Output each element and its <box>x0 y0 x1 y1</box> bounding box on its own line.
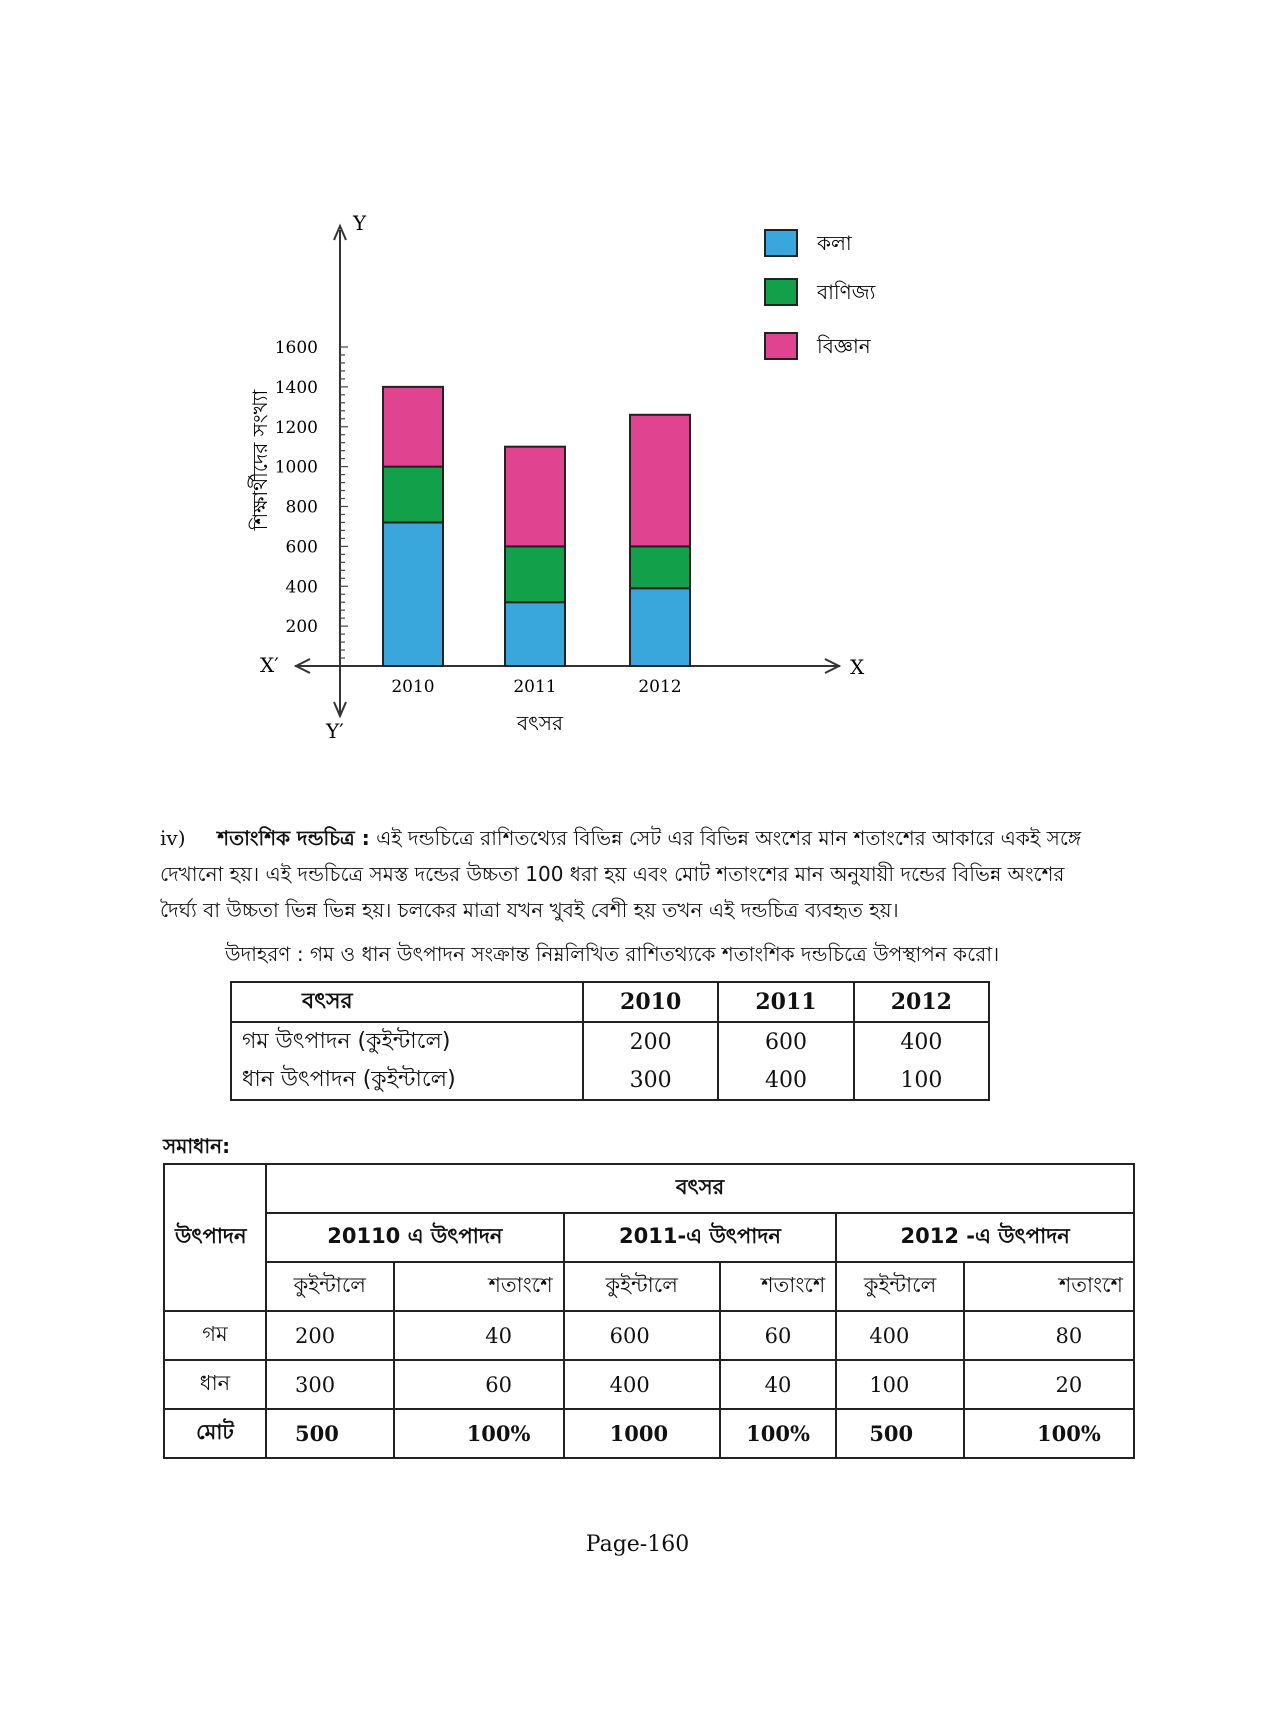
table-header-row <box>164 1213 1134 1262</box>
y-tick-label: 1400 <box>274 377 318 398</box>
bar-segment-2011-2 <box>505 546 565 602</box>
header-cell: 2010 <box>583 982 718 1022</box>
table-cell: 100% <box>964 1409 1134 1458</box>
table-cell: 100 <box>854 1061 989 1100</box>
table-row <box>164 1360 1134 1409</box>
section-line1: এই দন্ডচিত্রে রাশিতথ্যের বিভিন্ন সেট এর বিভিন্ন অংশের মান শতাংশের আকারে একই সঙ্গে <box>376 826 1082 850</box>
stacked-bar-chart <box>240 210 940 810</box>
section-paragraph <box>160 820 1160 928</box>
header-cell: কুইন্টালে <box>564 1262 720 1311</box>
row-label: গম <box>164 1311 266 1360</box>
bar-segment-2011-3 <box>505 447 565 547</box>
y-tick-label: 600 <box>285 537 318 558</box>
header-cell: কুইন্টালে <box>266 1262 394 1311</box>
table-cell: 40 <box>720 1360 837 1409</box>
section-number: iv) <box>160 826 186 850</box>
table-cell: 80 <box>964 1311 1134 1360</box>
legend-label: বাণিজ্য <box>817 280 876 304</box>
bar-segment-2012-3 <box>630 415 690 547</box>
table-cell: 400 <box>564 1360 720 1409</box>
x-tick-label: 2012 <box>638 677 682 697</box>
table-cell: 100% <box>394 1409 564 1458</box>
table-header-row <box>231 982 989 1022</box>
chart-legend <box>765 230 877 359</box>
table-cell: 300 <box>266 1360 394 1409</box>
x-axis-title: বৎসর <box>516 711 564 735</box>
legend-swatch <box>765 230 797 256</box>
row-label: মোট <box>164 1409 266 1458</box>
header-cell: বৎসর <box>231 982 583 1022</box>
y-tick-label: 200 <box>285 617 318 638</box>
bar-segment-2012-1 <box>630 588 690 666</box>
legend-swatch <box>765 333 797 359</box>
table-cell: 500 <box>266 1409 394 1458</box>
chart-y-ticks <box>275 338 348 658</box>
bar-segment-2011-1 <box>505 602 565 666</box>
header-cell: শতাংশে <box>394 1262 564 1311</box>
table-cell: 500 <box>836 1409 964 1458</box>
header-cell: 20110 এ উৎপাদন <box>266 1213 564 1262</box>
table-cell: 400 <box>854 1022 989 1061</box>
table-row <box>231 1061 989 1100</box>
table-cell: 20 <box>964 1360 1134 1409</box>
table-row <box>164 1311 1134 1360</box>
table-cell: ধান উৎপাদন (কুইন্টালে) <box>231 1061 583 1100</box>
table-cell: 600 <box>718 1022 853 1061</box>
table-cell: 200 <box>583 1022 718 1061</box>
solution-table <box>163 1163 1135 1459</box>
header-cell: 2011-এ উৎপাদন <box>564 1213 837 1262</box>
header-cell: 2012 <box>854 982 989 1022</box>
y-tick-label: 1000 <box>274 457 318 478</box>
table-header-row <box>164 1262 1134 1311</box>
axis-label-x-left: X′ <box>260 653 279 677</box>
bar-segment-2010-1 <box>383 522 443 666</box>
table-cell: 400 <box>718 1061 853 1100</box>
header-cell: শতাংশে <box>720 1262 837 1311</box>
header-cell: 2012 -এ উৎপাদন <box>836 1213 1134 1262</box>
table-cell: 60 <box>394 1360 564 1409</box>
x-tick-label: 2010 <box>391 677 435 697</box>
y-tick-label: 400 <box>285 577 318 598</box>
bar-segment-2012-2 <box>630 546 690 588</box>
header-cell: কুইন্টালে <box>836 1262 964 1311</box>
solution-label: সমাধান: <box>163 1134 231 1158</box>
header-cell: বৎসর <box>266 1164 1134 1213</box>
section-title: শতাংশিক দন্ডচিত্র : <box>217 826 370 850</box>
row-label: ধান <box>164 1360 266 1409</box>
axis-label-y-bottom: Y′ <box>326 719 344 743</box>
table-cell: 400 <box>836 1311 964 1360</box>
section-line3: দৈর্ঘ্য বা উচ্চতা ভিন্ন ভিন্ন হয়। চলকের মাত্রা যখন খুবই বেশী হয় তখন এই দন্ডচিত্র ব্যবহৃত হয়। <box>160 898 899 922</box>
bar-segment-2010-2 <box>383 467 443 523</box>
y-tick-label: 1600 <box>274 338 318 358</box>
table-cell: 300 <box>583 1061 718 1100</box>
table-total-row <box>164 1409 1134 1458</box>
example-text: উদাহরণ : গম ও ধান উৎপাদন সংক্রান্ত নিম্নলিখিত রাশিতথ্যকে শতাংশিক দন্ডচিত্রে উপস্থাপন করো। <box>225 942 1000 966</box>
table-cell: 100 <box>836 1360 964 1409</box>
table-row <box>231 1022 989 1061</box>
table-cell: 100% <box>720 1409 837 1458</box>
legend-label: কলা <box>817 231 852 255</box>
legend-swatch <box>765 279 797 305</box>
x-tick-label: 2011 <box>513 677 557 697</box>
table-cell: 200 <box>266 1311 394 1360</box>
paragraph-line-1 <box>160 820 1160 856</box>
y-axis-title: শিক্ষার্থীদের সংখ্যা <box>248 389 272 531</box>
section-line2: দেখানো হয়। এই দন্ডচিত্রে সমস্ত দন্ডের উচ্চতা 100 ধরা হয় এবং মোট শতাংশের মান অনুযায়ী দন্ডের বিভিন্ন অংশের <box>160 862 1065 886</box>
header-cell: উৎপাদন <box>164 1164 266 1311</box>
table-cell: 40 <box>394 1311 564 1360</box>
y-tick-label: 1200 <box>274 417 318 438</box>
data-table <box>230 981 990 1101</box>
bar-segment-2010-3 <box>383 387 443 467</box>
table-cell: 600 <box>564 1311 720 1360</box>
table-cell: গম উৎপাদন (কুইন্টালে) <box>231 1022 583 1061</box>
table-header-row <box>164 1164 1134 1213</box>
axis-label-x-right: X <box>850 655 865 679</box>
chart-bars <box>383 387 690 697</box>
header-cell: 2011 <box>718 982 853 1022</box>
y-tick-label: 800 <box>285 497 318 518</box>
table-cell: 60 <box>720 1311 837 1360</box>
table-cell: 1000 <box>564 1409 720 1458</box>
page-number: Page-160 <box>585 1532 690 1557</box>
header-cell: শতাংশে <box>964 1262 1134 1311</box>
legend-label: বিজ্ঞান <box>817 334 871 358</box>
axis-label-y-top: Y <box>353 211 367 235</box>
